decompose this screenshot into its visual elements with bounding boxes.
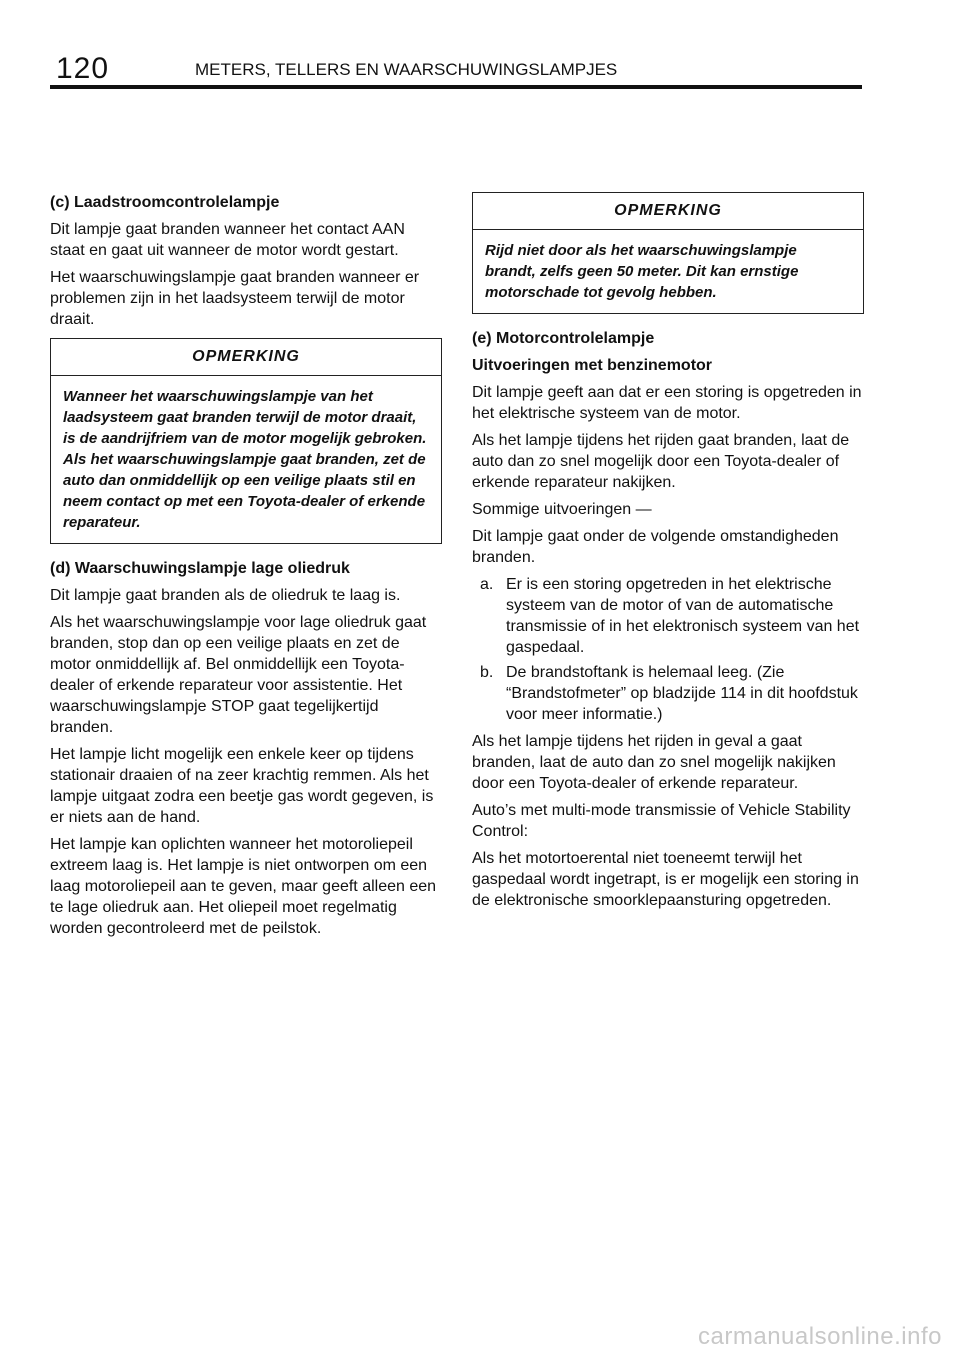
list-item <box>472 662 864 725</box>
section-e-heading: (e) Motorcontrolelampje <box>472 330 655 347</box>
section-e-paragraph-7: Als het motortoerental niet toeneemt terwijl het gaspedaal wordt ingetrapt, is er mogelijk een storing in de elektronische smoorklepaansturing opgetreden. <box>472 850 859 909</box>
section-d-paragraph-1: Dit lampje gaat branden als de oliedruk te laag is. <box>50 587 401 604</box>
header-rule <box>50 85 862 89</box>
chapter-title: METERS, TELLERS EN WAARSCHUWINGSLAMPJES <box>195 60 618 79</box>
section-c-heading: (c) Laadstroomcontrolelampje <box>50 194 280 211</box>
section-e-paragraph-2: Als het lampje tijdens het rijden gaat branden, laat de auto dan zo snel mogelijk door een Toyota-dealer of erkende reparateur nakijken. <box>472 432 850 491</box>
section-e-paragraph-4: Dit lampje gaat onder de volgende omstandigheden branden. <box>472 528 839 566</box>
section-c-paragraph-1: Dit lampje gaat branden wanneer het contact AAN staat en gaat uit wanneer de motor wordt gestart. <box>50 221 405 259</box>
list-item-text: De brandstoftank is helemaal leeg. (Zie “Brandstofmeter” op bladzijde 114 in dit hoofdstuk voor meer informatie.) <box>506 664 858 723</box>
page-header <box>50 52 862 88</box>
section-d-paragraph-3: Het lampje licht mogelijk een enkele keer op tijdens stationair draaien of na zeer krachtig remmen. Als het lampje uitgaat zodra een beetje gas wordt gegeven, is er niets aan de hand. <box>50 746 434 826</box>
right-column <box>472 192 864 917</box>
page-number: 120 <box>56 52 110 85</box>
section-d-paragraph-2: Als het waarschuwingslampje voor lage oliedruk gaat branden, stop dan op een veilige plaats en zet de motor onmiddellijk af. Bel onmiddellijk een Toyota-dealer of erkende reparateur voor assistentie. Het waarschuwingslampje STOP gaat tegelijkertijd branden. <box>50 614 427 736</box>
notice-text: Wanneer het waarschuwingslampje van het laadsysteem gaat branden terwijl de motor draait, is de aandrijfriem van de motor mogelijk gebroken. Als het waarschuwingslampje gaat branden, zet de auto dan onmiddellijk op een veilige plaats stil en neem contact op met een Toyota-dealer of erkende reparateur. <box>63 388 427 531</box>
section-e-paragraph-3: Sommige uitvoeringen — <box>472 501 652 518</box>
watermark: carmanualsonline.info <box>698 1323 942 1350</box>
left-column <box>50 192 442 945</box>
section-e-paragraph-6: Auto’s met multi-mode transmissie of Vehicle Stability Control: <box>472 802 851 840</box>
list-marker: b. <box>480 664 494 681</box>
list-item-text: Er is een storing opgetreden in het elektrische systeem van de motor of van de automatische transmissie of in het elektronisch systeem van het gaspedaal. <box>506 576 860 656</box>
notice-box-engine <box>472 192 864 314</box>
notice-title: OPMERKING <box>51 339 441 376</box>
section-e-subheading: Uitvoeringen met benzinemotor <box>472 357 713 374</box>
section-d-paragraph-4: Het lampje kan oplichten wanneer het motoroliepeil extreem laag is. Het lampje is niet ontworpen om een laag motoroliepeil aan te geven, maar geeft alleen een te lage oliedruk aan. Het oliepeil moet regelmatig worden gecontroleerd met de peilstok. <box>50 836 437 937</box>
section-e-paragraph-1: Dit lampje geeft aan dat er een storing is opgetreden in het elektrische systeem van de motor. <box>472 384 862 422</box>
notice-box-charging <box>50 338 442 544</box>
list-item <box>472 574 864 658</box>
conditions-list <box>472 574 864 725</box>
section-e-paragraph-5: Als het lampje tijdens het rijden in geval a gaat branden, laat de auto dan zo snel mogelijk nakijken door een Toyota-dealer of erkende reparateur. <box>472 733 836 792</box>
section-d-heading: (d) Waarschuwingslampje lage oliedruk <box>50 560 350 577</box>
list-marker: a. <box>480 576 494 593</box>
notice-text: Rijd niet door als het waarschuwingslampje brandt, zelfs geen 50 meter. Dit kan ernstige motorschade tot gevolg hebben. <box>485 242 799 301</box>
section-c-paragraph-2: Het waarschuwingslampje gaat branden wanneer er problemen zijn in het laadsysteem terwijl de motor draait. <box>50 269 420 328</box>
notice-title: OPMERKING <box>473 193 863 230</box>
